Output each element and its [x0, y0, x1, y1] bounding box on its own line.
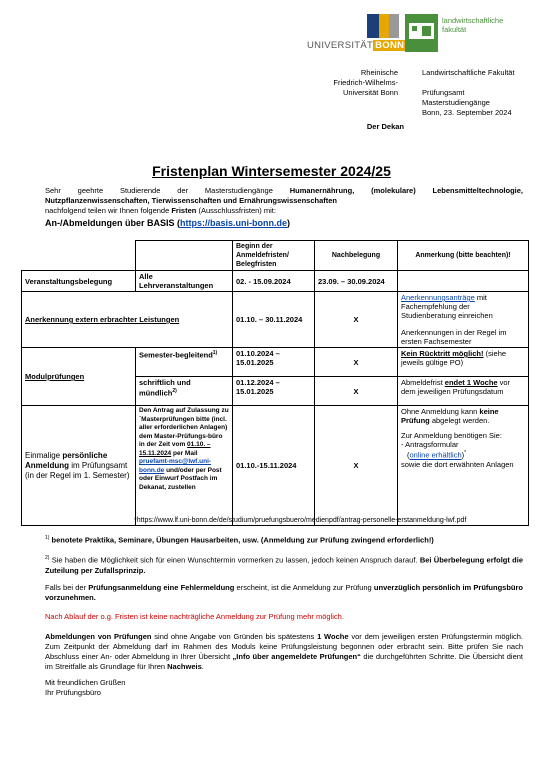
closing — [45, 678, 523, 698]
dean-label: Der Dekan — [366, 122, 404, 131]
para-bold: 1 Woche — [317, 632, 349, 641]
intro-text: Sehr geehrte Studierende der Masterstudiengänge — [45, 186, 290, 195]
basis-line — [45, 218, 523, 228]
table-row — [22, 406, 529, 526]
footnote-ref: * — [464, 450, 467, 456]
row-dates: 02. - 15.09.2024 — [233, 271, 315, 292]
row-dates: 01.10.-15.11.2024 — [233, 406, 315, 526]
row-late-dates: 23.09. – 30.09.2024 — [315, 271, 398, 292]
sublabel-text: schriftlich und mündlich — [139, 378, 191, 398]
table-row — [22, 348, 529, 377]
para-text: die durchgeführten Schritte. Die Übersicht dient im Streitfalle als Grundlage für Ihren — [45, 652, 524, 671]
note-link-line: (online erhältlich)* — [407, 450, 467, 460]
logo-bar-yellow — [379, 14, 389, 38]
form-url-footnote: *https://www.lf.uni-bonn.de/de/studium/pruefungsbuero/medienpdf/antrag-personelle-erstanmeldung-lwf.pdf — [134, 517, 467, 524]
footnote-text: benotete Praktika, Seminare, Übungen Hausarbeiten, usw. (Anmeldung zur Prüfung zwingend erforderlich!) — [49, 535, 434, 545]
para-text: . — [201, 662, 204, 671]
label-text: im Prüfungsamt — [69, 460, 128, 470]
note-text: abgelegt werden. — [429, 416, 490, 425]
header-late-registration: Nachbelegung — [315, 241, 398, 271]
row-note — [398, 292, 529, 348]
row-sublabel — [136, 348, 233, 377]
para-bold: Prüfungsanmeldung eine Fehlermeldung — [88, 583, 235, 592]
address-left-line: Rheinische — [360, 68, 398, 77]
para-text: erscheint, ist die Anmeldung zur Prüfung — [234, 583, 374, 592]
table-row — [22, 271, 529, 292]
address-right-line: Prüfungsamt — [422, 88, 465, 97]
form-online-link[interactable]: online erhältlich — [409, 450, 462, 460]
para-bold: „Info über angemeldete Prüfungen“ — [232, 652, 361, 661]
address-left-line: Friedrich-Wilhelms- — [333, 78, 398, 87]
no-late-registration-mark: X — [315, 377, 398, 406]
para-text: sind ohne Angabe von Gründen bis spätestens — [151, 632, 318, 641]
recognition-forms-link[interactable]: Anerkennungsanträge — [401, 293, 475, 302]
row-dates: 01.10.2024 – 15.01.2025 — [233, 348, 315, 377]
university-wordmark — [307, 40, 406, 51]
row-dates: 01.10. – 30.11.2024 — [233, 292, 315, 348]
header-empty-cell — [136, 241, 233, 271]
row-sublabel — [136, 406, 233, 526]
address-right-line: Masterstudiengänge — [422, 98, 490, 107]
row-note — [398, 348, 529, 377]
intro-paragraph — [45, 186, 523, 216]
note-text: mit Fachempfehlung der Studienberatung einreichen — [401, 293, 493, 320]
faculty-wordmark-line2: fakultät — [442, 25, 467, 34]
row-sublabel: Alle Lehrveranstaltungen — [136, 271, 233, 292]
note-text: Zur Anmeldung benötigen Sie: — [401, 431, 502, 440]
address-left-line: Universität Bonn — [342, 88, 398, 97]
logo-bar-blue — [367, 14, 379, 38]
note-text: Anerkennungen in der Regel im ersten Fachsemester — [401, 328, 507, 346]
sublabel-text: per Mail — [171, 449, 198, 457]
label-text: Einmalige — [25, 450, 63, 460]
university-logo — [307, 14, 405, 54]
footnote-ref: 2) — [172, 388, 177, 394]
deadline-warning: Nach Ablauf der o.g. Fristen ist keine nachträgliche Anmeldung zur Prüfung mehr möglich. — [45, 612, 344, 621]
label-text: (in der Regel im 1. Semester) — [25, 470, 130, 480]
footnote-text: Sie haben die Möglichkeit sich für einen Wunschtermin vormerken zu lassen, jedoch keinen Anspruch darauf. — [49, 555, 420, 565]
faculty-logo — [405, 14, 540, 54]
sublabel-dates: 01.10. – 15.11.2024 — [139, 441, 211, 457]
note-bold: Kein Rücktritt möglich! — [401, 349, 484, 358]
footnote-ref: 1) — [212, 350, 218, 356]
basis-suffix: ) — [287, 218, 290, 228]
sublabel-text: und/oder per Post oder Einwurf Postfach im Dekanat, zustellen — [139, 466, 222, 491]
address-right — [422, 68, 542, 118]
no-late-registration-mark: X — [315, 348, 398, 377]
note-bold: keine Prüfung — [401, 407, 499, 425]
header-empty-cell — [22, 241, 136, 271]
footnote-marker: 2) — [45, 555, 50, 561]
intro-text: (Ausschlussfristen) mit: — [196, 206, 276, 215]
no-late-registration-mark: X — [315, 406, 398, 526]
row-note — [398, 271, 529, 292]
page-title: Fristenplan Wintersemester 2024/25 — [152, 163, 391, 179]
exam-office-email-link[interactable]: pruefamt-msc@lwf.uni-bonn.de — [139, 458, 212, 474]
intro-text: nachfolgend teilen wir Ihnen folgende — [45, 206, 172, 215]
note-text: sowie die dort erwähnten Anlagen — [401, 459, 514, 469]
intro-programs: Humanernährung, (molekulare) Lebensmitteltechnologie, Nutzpflanzenwissenschaften, Tierwissenschaften und Ernährungswissenschaften — [45, 186, 523, 205]
footnote-marker: 1) — [45, 535, 50, 541]
faculty-wordmark-line1: landwirtschaftliche — [442, 16, 504, 25]
note-text: Abmeldefrist — [401, 378, 445, 387]
row-sublabel — [136, 377, 233, 406]
address-right-line — [422, 78, 542, 88]
note-text: (siehe jeweils gültige PO) — [401, 349, 507, 367]
header-registration: Beginn der Anmeldefristen/ Belegfristen — [233, 241, 315, 271]
intro-bold: Fristen — [171, 206, 197, 215]
basis-link[interactable]: https://basis.uni-bonn.de — [180, 218, 287, 228]
header-notes: Anmerkung (bitte beachten)! — [398, 241, 529, 271]
footnote-bold: Bei Überbelegung erfolgt die Zuteilung per Zufallsprinzip. — [45, 555, 524, 575]
logo-bar-grey — [389, 14, 399, 38]
note-bold: endet 1 Woche — [444, 378, 498, 387]
bonn-word: BONN — [375, 40, 405, 51]
table-header-row — [22, 241, 529, 271]
row-note — [398, 377, 529, 406]
address-right-line: Landwirtschaftliche Fakultät — [422, 68, 515, 77]
para-text: Falls bei der — [45, 583, 89, 592]
sublabel-text: Den Antrag auf Zulassung zu `Masterprüfungen bitte (incl. aller erforderlichen Anlagen) dem Master-Prüfungs-büro in der Zeit vom — [139, 407, 229, 448]
university-word: UNIVERSITÄT — [307, 40, 374, 51]
no-late-registration-mark: X — [315, 292, 398, 348]
row-label: Anerkennung extern erbrachter Leistungen — [22, 292, 233, 348]
para-bold: Nachweis — [167, 662, 202, 671]
note-text: vor dem jeweiligen Prüfungsdatum — [401, 378, 511, 396]
row-label: Modulprüfungen — [22, 348, 136, 406]
note-text: Ohne Anmeldung kann — [401, 407, 480, 416]
footnote-2 — [45, 553, 523, 576]
faculty-wordmark — [442, 16, 503, 34]
closing-signature: Ihr Prüfungsbüro — [45, 688, 101, 697]
address-left — [300, 68, 398, 98]
basis-prefix: An-/Abmeldungen über BASIS ( — [45, 218, 180, 228]
table-row — [22, 292, 529, 348]
row-dates: 01.12.2024 – 15.01.2025 — [233, 377, 315, 406]
sublabel-text: Semester-begleitend — [139, 350, 213, 360]
footnote-1 — [45, 533, 523, 546]
para-bold: unverzüglich persönlich im Prüfungsbüro vorzunehmen. — [45, 583, 523, 602]
error-paragraph — [45, 583, 523, 603]
row-label — [22, 406, 136, 526]
closing-greeting: Mit freundlichen Grüßen — [45, 678, 126, 687]
document-date: Bonn, 23. September 2024 — [422, 108, 512, 117]
note-text: - Antragsformular — [401, 440, 459, 449]
para-text: vor dem jeweiligen ersten Prüfungstermin möglich. Zum Zeitpunkt der Abmeldung darf im Rahmen des Moduls keine Prüfungsleistung begonnen oder erbracht sein. Bitte prüfen Sie nach Abschluss einer An- oder Abmeldung in Ihrer Übersicht — [45, 632, 524, 661]
deadlines-table — [21, 240, 529, 526]
row-note — [398, 406, 529, 526]
para-bold: Abmeldungen von Prüfungen — [45, 632, 152, 641]
label-bold: persönliche Anmeldung — [25, 450, 108, 470]
building-icon — [409, 23, 434, 39]
deregistration-paragraph — [45, 632, 523, 672]
faculty-logo-box — [405, 14, 438, 52]
row-label: Veranstaltungsbelegung — [22, 271, 136, 292]
